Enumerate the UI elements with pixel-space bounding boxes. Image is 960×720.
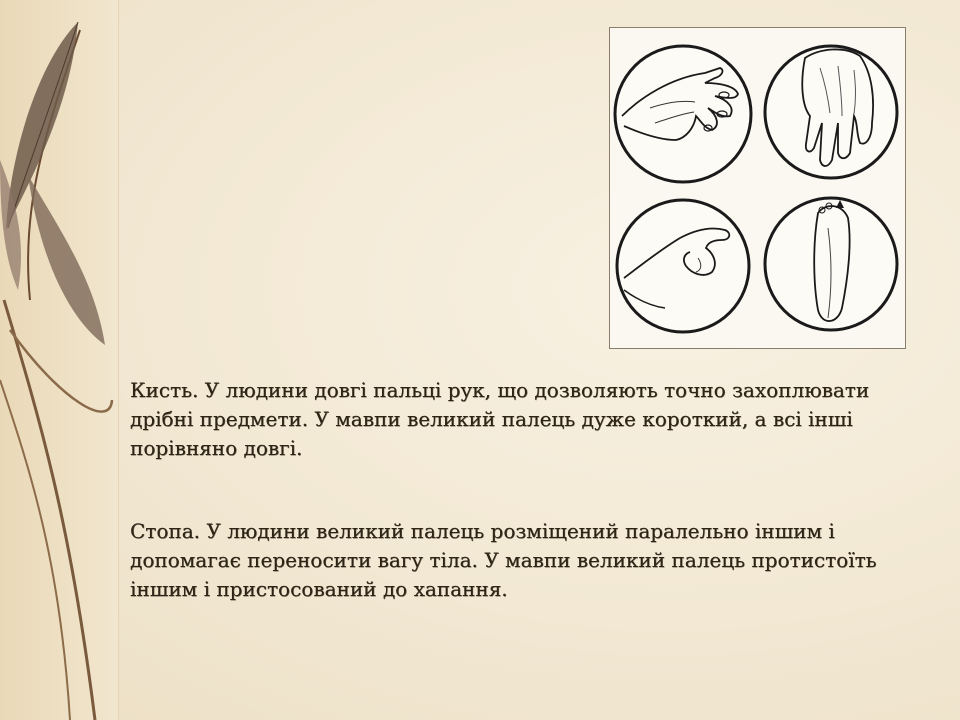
hand-description-paragraph: Кисть. У людини довгі пальці рук, що дозволяють точно захоплювати дрібні предмети. У мавпи великий палець дуже короткий, а всі інші порівняно довгі. xyxy=(130,378,870,460)
precision-grip-illustration xyxy=(617,200,749,332)
foot-description-paragraph: Стопа. У людини великий палець розміщений паралельно іншим і допомагає переносити вагу тіла. У мавпи великий палець протистоїть іншим і пристосований до хапання. xyxy=(130,519,877,601)
foot-sole-illustration xyxy=(765,198,897,330)
ape-hand-illustration xyxy=(615,46,751,182)
hands-feet-figure xyxy=(609,27,906,349)
human-hand-illustration xyxy=(765,46,897,178)
dried-leaf-decoration xyxy=(0,0,130,720)
